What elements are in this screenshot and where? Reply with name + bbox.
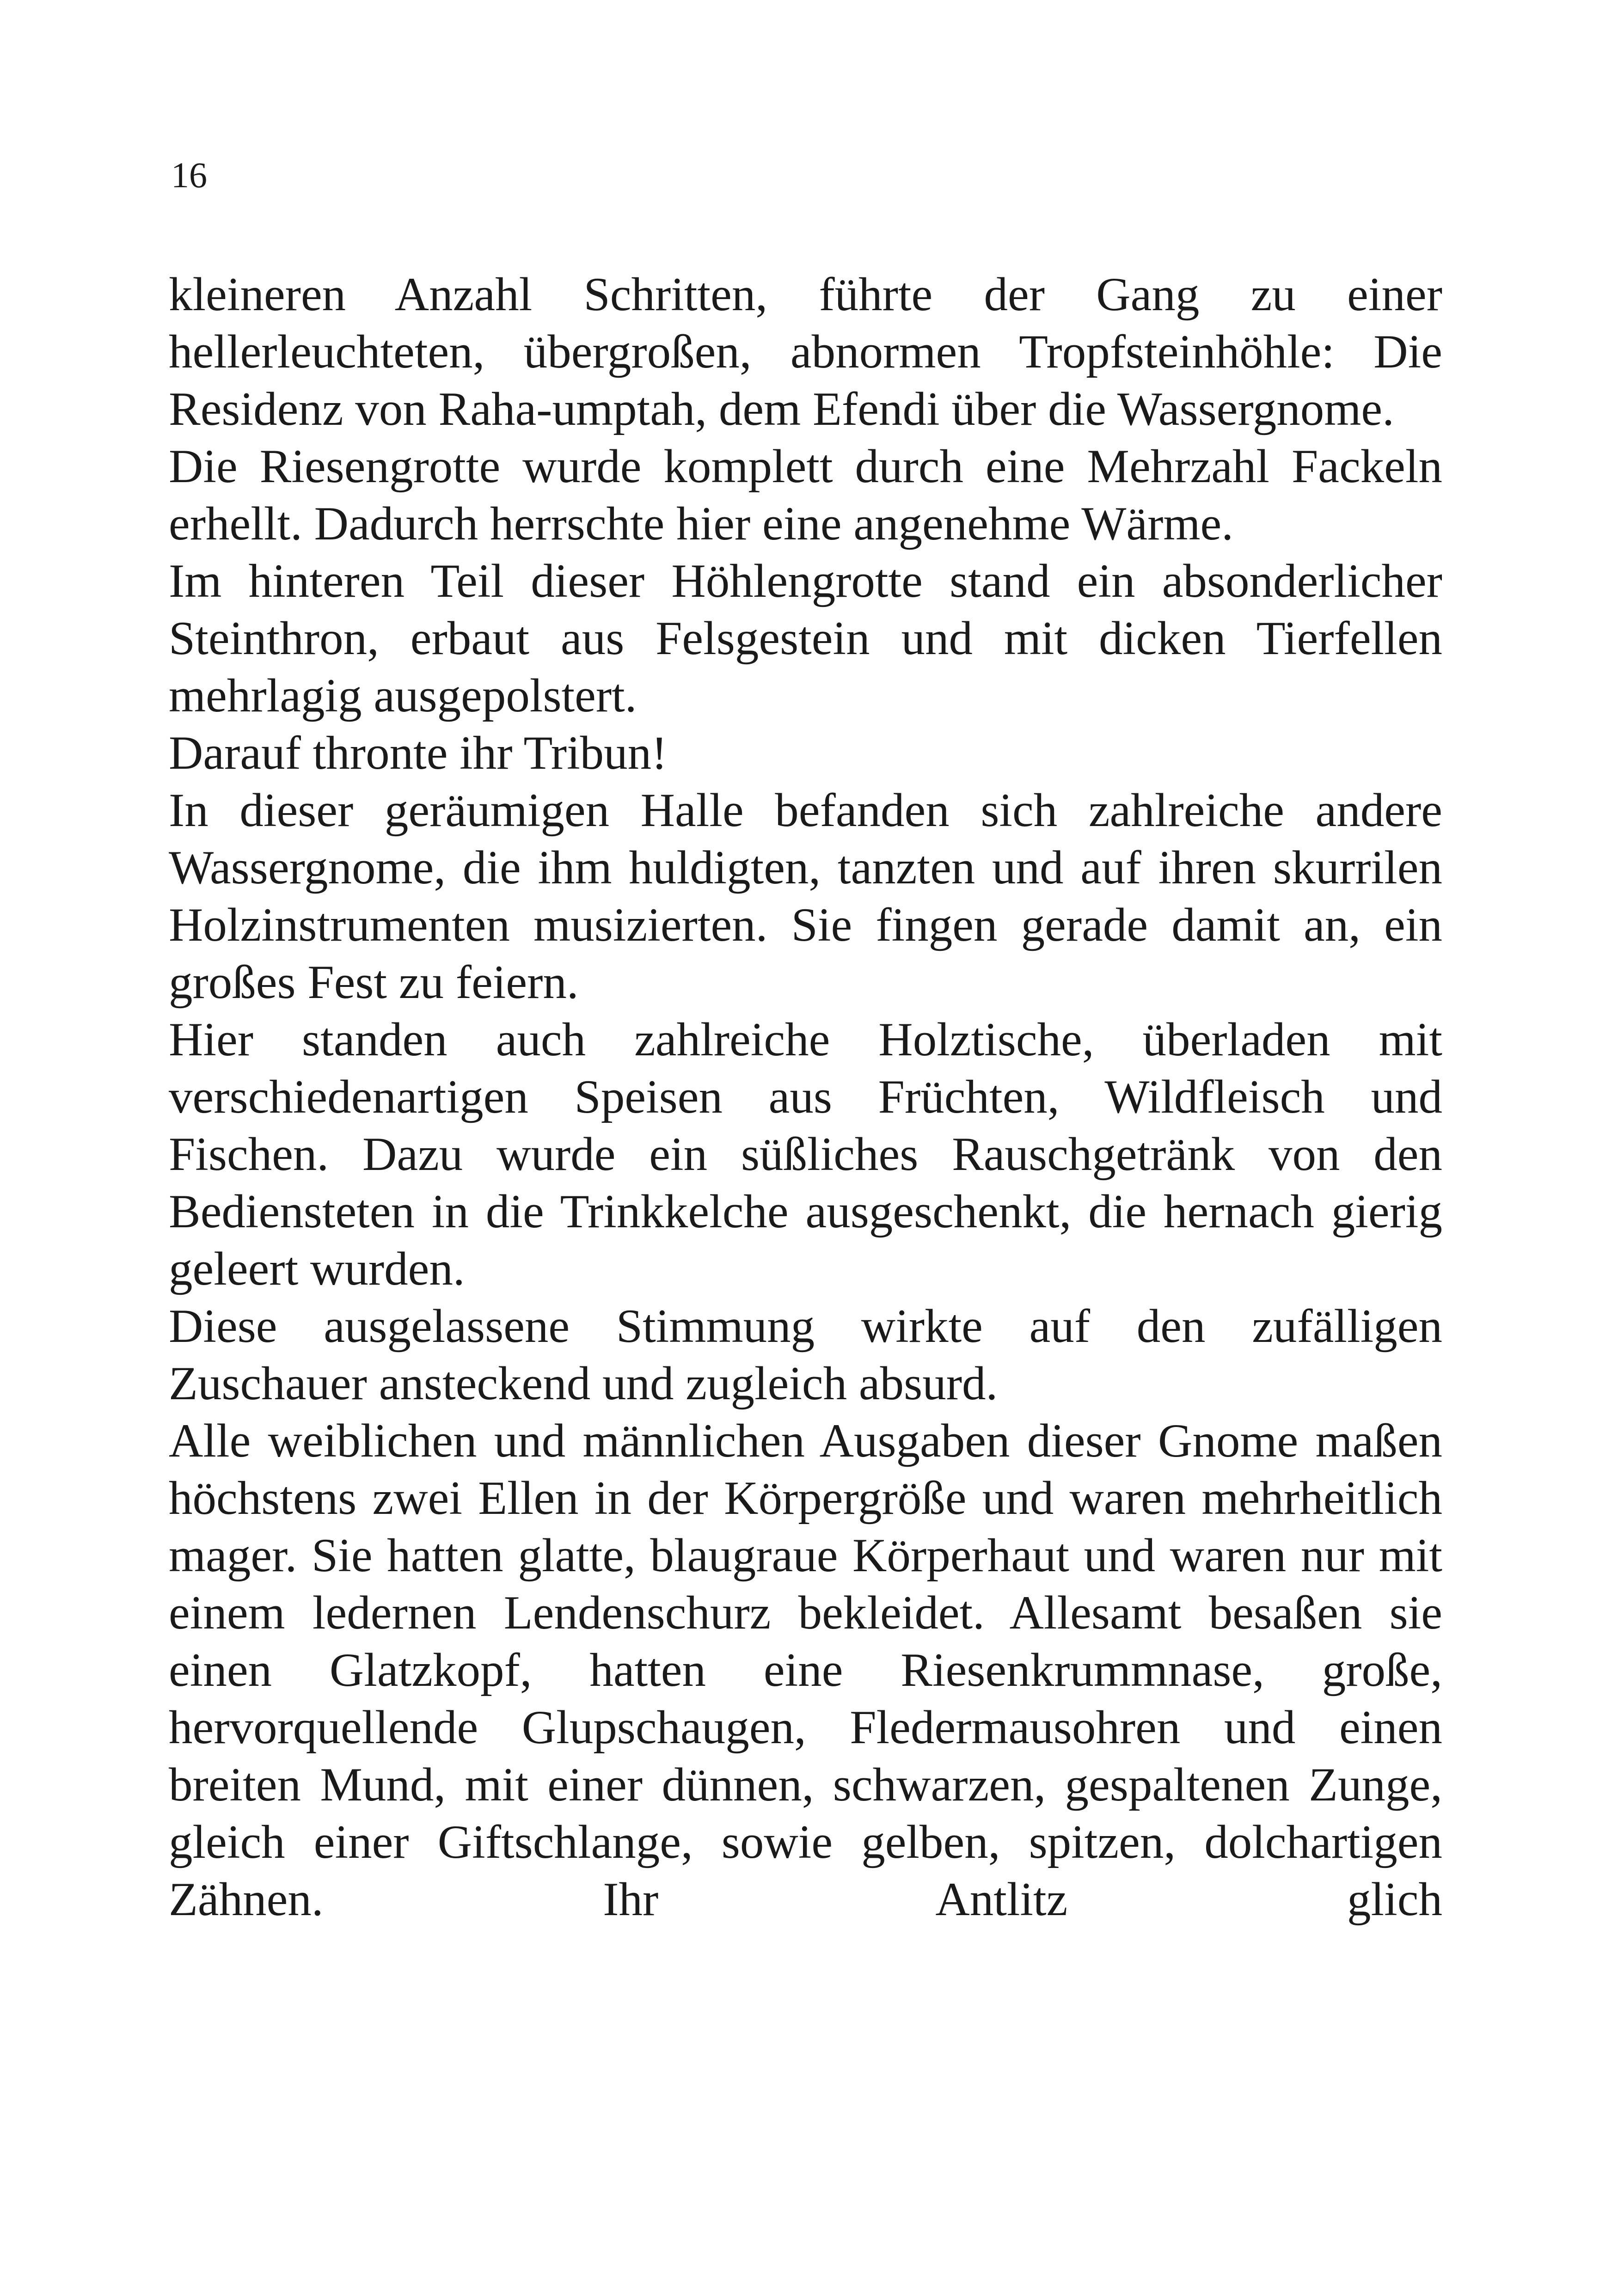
paragraph-5: In dieser geräumigen Halle befanden sich zahlreiche andere Wassergnome, die ihm huldigten, tanzten und auf ihren skurrilen Holzinstrumenten musizierten. Sie fingen gerade damit an, ein großes Fest zu feiern.	[169, 784, 1442, 1009]
paragraph-1: kleineren Anzahl Schritten, führte der Gang zu einer hellerleuchteten, übergroßen, abnormen Tropfsteinhöhle: Die Residenz von Raha-umptah, dem Efendi über die Wassergnome.	[169, 268, 1442, 435]
paragraph-7: Diese ausgelassene Stimmung wirkte auf den zufälligen Zuschauer ansteckend und zugleich absurd.	[169, 1300, 1442, 1410]
body-text	[169, 266, 1442, 1928]
paragraph-6: Hier standen auch zahlreiche Holztische, überladen mit verschiedenartigen Speisen aus Früchten, Wildfleisch und Fischen. Dazu wurde ein süßliches Rauschgetränk von den Bediensteten in die Trinkkelche ausgeschenkt, die hernach gierig geleert wurden.	[169, 1013, 1442, 1295]
paragraph-2: Die Riesengrotte wurde komplett durch eine Mehrzahl Fackeln erhellt. Dadurch herrschte hier eine angenehme Wärme.	[169, 440, 1442, 550]
paragraph-8: Alle weiblichen und männlichen Ausgaben dieser Gnome maßen höchstens zwei Ellen in der Körpergröße und waren mehrheitlich mager. Sie hatten glatte, blaugraue Körperhaut und waren nur mit einem ledernen Lendenschurz bekleidet. Allesamt besaßen sie einen Glatzkopf, hatten eine Riesenkrummnase, große, hervorquellende Glupschaugen, Fledermausohren und einen breiten Mund, mit einer dünnen, schwarzen, gespaltenen Zunge, gleich einer Giftschlange, sowie gelben, spitzen, dolchartigen Zähnen. Ihr Antlitz glich	[169, 1414, 1442, 1926]
page-number: 16	[171, 155, 207, 195]
paragraph-4: Darauf thronte ihr Tribun!	[169, 727, 668, 779]
paragraph-3: Im hinteren Teil dieser Höhlengrotte stand ein absonderlicher Steinthron, erbaut aus Felsgestein und mit dicken Tierfellen mehrlagig ausgepolstert.	[169, 555, 1442, 722]
